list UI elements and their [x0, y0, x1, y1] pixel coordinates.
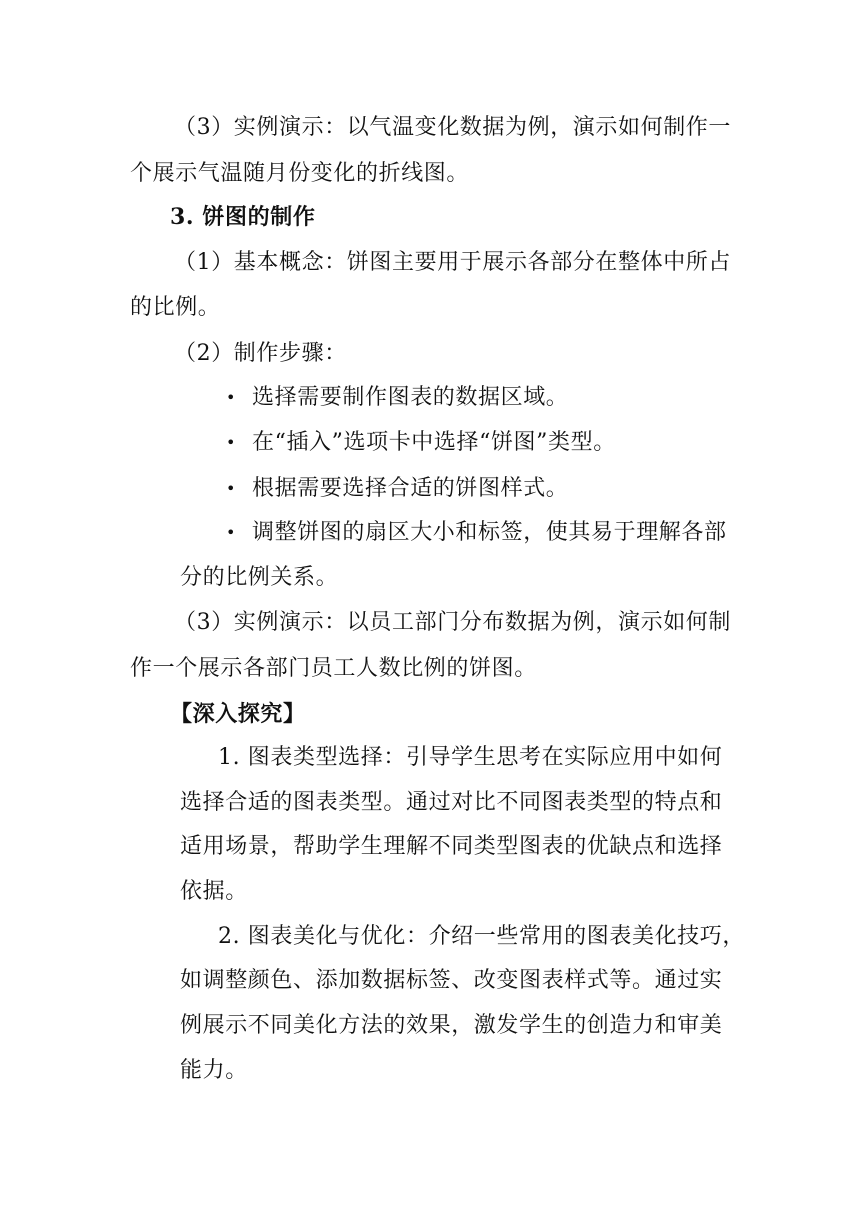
deep-dive-item-2-line-1: 2. 图表美化与优化：介绍一些常用的图表美化技巧，	[218, 924, 745, 949]
step-item-3: 根据需要选择合适的饼图样式。	[252, 476, 569, 501]
section-heading-pie-chart: 3. 饼图的制作	[170, 204, 316, 230]
deep-dive-item-1-line-2: 选择合适的图表类型。通过对比不同图表类型的特点和	[180, 790, 723, 815]
basic-concept-line-2: 的比例。	[130, 295, 221, 320]
step-item-1: 选择需要制作图表的数据区域。	[252, 385, 569, 410]
deep-dive-item-1-line-3: 适用场景，帮助学生理解不同类型图表的优缺点和选择	[180, 834, 723, 859]
example-pie-chart-line-2: 作一个展示各部门员工人数比例的饼图。	[130, 656, 537, 681]
step-item-2: 在“插入”选项卡中选择“饼图”类型。	[252, 430, 616, 455]
basic-concept-line-1: （1）基本概念：饼图主要用于展示各部分在整体中所占	[174, 250, 731, 275]
deep-dive-item-1-line-1: 1. 图表类型选择：引导学生思考在实际应用中如何	[218, 745, 723, 770]
deep-dive-item-1-line-4: 依据。	[180, 879, 248, 904]
bullet-1: •	[226, 388, 236, 407]
deep-dive-item-2-line-2: 如调整颜色、添加数据标签、改变图表样式等。通过实	[180, 968, 723, 993]
deep-dive-item-2-line-3: 例展示不同美化方法的效果，激发学生的创造力和审美	[180, 1013, 723, 1038]
example-line-chart-line-1: （3）实例演示：以气温变化数据为例，演示如何制作一	[174, 115, 731, 140]
example-line-chart-line-2: 个展示气温随月份变化的折线图。	[130, 161, 470, 186]
example-pie-chart-line-1: （3）实例演示：以员工部门分布数据为例，演示如何制	[174, 610, 731, 635]
step-item-4-continued: 分的比例关系。	[180, 565, 339, 590]
bullet-4: •	[226, 523, 236, 542]
deep-dive-heading: 【深入探究】	[170, 701, 306, 727]
bullet-2: •	[226, 433, 236, 452]
deep-dive-item-2-line-4: 能力。	[180, 1058, 248, 1083]
bullet-3: •	[226, 479, 236, 498]
step-item-4: 调整饼图的扇区大小和标签，使其易于理解各部	[252, 520, 727, 545]
steps-heading: （2）制作步骤：	[174, 341, 347, 366]
